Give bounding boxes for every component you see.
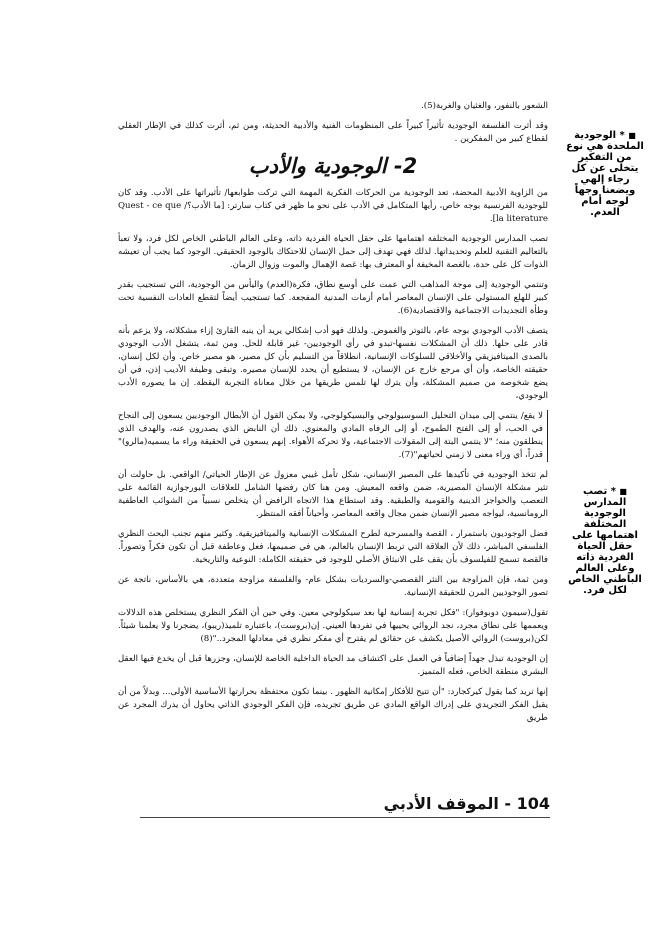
paragraph: وقد أثرت الفلسفة الوجودية تأثيراً كبيراً على المنظومات الفنية والأدبية الحديثة، ومن ثم، أثرت كذلك في الإطار العقلي لقطاع كبير من المفكرين . <box>118 121 548 144</box>
footer-rule <box>140 817 550 818</box>
sidenote-individual-life <box>566 486 644 596</box>
sidenote-text: * الوجودية الملحدة هي نوع من التفكير يتخلى عن كل رجاء إلهي ويضعنا وجهاً لوجه أمام العدم. <box>566 130 644 218</box>
sidenote-atheist-existentialism <box>566 130 644 218</box>
paragraph: فضل الوجوديون باستمرار ، القصة والمسرحية لطرح المشكلات الإنسانية والميتافيزيقية. وكثير منهم تجنب البحث النظري الفلسفي المباشر، ذلك لأن العلاقة التي تربط الإنسان بالعالم، هي في صميمها، فعل وعاطفة قبل أن تكون فكراً وتصوراً. فالقصة تسمح للفيلسوف بأن يقف على الانبثاق الأصلي للوجود في حقيقته الكاملة: النوعية والتاريخية. <box>118 529 548 565</box>
page-footer: 104 - الموقف الأدبي <box>383 794 550 813</box>
section-heading: 2- الوجودية والأدب <box>248 154 418 178</box>
paragraph: ومن ثمة، فإن المزاوجة بين النثر القصصي-والسرديات بشكل عام- والفلسفة مزاوجة متعددة، هي بالأساس، ناتجة عن تصور الوجوديين المرن للحقيقة الإنسانية. <box>118 575 548 598</box>
square-bullet-icon: ■ <box>628 131 636 140</box>
paragraph: تقول(سيمون دوبوفوار): "فكل تجربة إنسانية لها بعد سيكولوجي معين. وفي حين أن الفكر النظري يستخلص هذه الدلالات ويعممها على نطاق مجرد، نجد الروائي يحييها في تفردها العيني. إن(بروست)، باعتباره تلميذ(ريبو)، يضجرنا ولا يعلمنا شيئاً. لكن(بروست) الروائي الأصيل يكشف عن حقائق لم يقترح أي مفكر نظري في معادلها المجرد.."(8) <box>118 608 548 644</box>
sidenote-text: * تصب المدارس الوجودية المختلفة اهتمامها على حقل الحياة الفردية ذاته وعلى العالم الباطني الخاص لكل فرد. <box>568 486 642 596</box>
paragraph: لا يقع/ ينتمي إلى ميدان التحليل السوسيولوجي والبسيكولوجي، ولا يمكن القول أن الأبطال الوجوديين يسعون إلى النجاح في الحب، أو إلى الفتح الطموح، أو إلى الرفاه المادي والمعنوي. ذلك أن النابض الذي يصدرون عنه، والهدف الذي ينطلقون منه؛ "لا ينتمي البتة إلى المقولات الاجتماعية، ولا تحركه الأهواء. إنهم يسعون في الحقيقة وراء ما يسميه(مالرو)" قدراً، أي وراء معنى لا زمني لحياتهم"(7). <box>118 410 548 462</box>
paragraph: تصب المدارس الوجودية المختلفة اهتمامها على حقل الحياة الفردية ذاته، وعلى العالم الباطني الخاص لكل فرد، ولا تعبأ بالتعاليم التقنية للعلم وتحديداتها. لذلك فهي تهدف إلى حمل الإنسان للاحتكاك بالوجود الحقيقي. الوجود كما يجب أن تعيشه الذوات كل على حدة، بالغصة المخيفة أو المعترف بها: غصة الإهمال والموت وزوال الزمان. <box>118 234 548 270</box>
paragraph: إن الوجودية تبذل جهداً إضافياً في العمل على اكتشاف مد الحياة الداخلية الخاصة للإنسان، وجزرها قبل أن يخدع فيها العقل البشري منطقة الخاص، فعله المتميز. <box>118 654 548 677</box>
paragraph: إنها تريد كما يقول كيركجارد: "أن تتيح للأفكار إمكانية الظهور . بينما تكون محتفظة بحرارتها الأساسية الأولى... وبدلاً من أن يقبل الفكر التجريدي على إدراك الواقع المادي عن طريق تجريده، فإن الفكر الوجودي الذاتي يحاول أن يدرك المجرد عن طريق <box>118 687 548 723</box>
main-text-column <box>118 100 548 732</box>
square-bullet-icon: ■ <box>619 487 627 496</box>
paragraph: من الزاوية الأدبية المحضة، تعد الوجودية من الحركات الفكرية المهمة التي تركت طوابعها/ تأثيراتها على الأدب. وقد كان للوجودية الفرنسية بوجه خاص، رأيها المتكامل في الأدب على نحو ما ظهر في كتاب سارتر: [ما الأدب؟/ Quest - ce que la literature]. <box>118 188 549 224</box>
paragraph: لم تتخذ الوجودية في تأكيدها على المصير الإنساني، شكل تأمل غيبي معزول عن الإطار الحياتي/ الواقعي. بل حاولت أن تثير مشكلة الإنسان المصيرية، ضمن واقعه المعيش. ومن هنا كان رفضها الشامل للعلاقات البورجوازية القائمة على التعصب والحواجز الدينية والقومية والطبقية. وقد استطاع هذا الاتجاه الرافض أن يتخلص نسبياً من الشوائب العاطفية الرومانسية، ليواجه مصير الإنسان ضمن مجال واقعه المعاصر، وأحياناً أفقه المنتظر. <box>118 470 548 519</box>
paragraph: وتنتمي الوجودية إلى موجة المذاهب التي عمت على أوسع نطاق، فكرة(العدم) واليأس من الوجودية، التي تستجيب بقدر كبير للهلع المستولي على الإنسان المعاصر أمام أزمات المدنية المفجعة. كما تستجيب أيضاً لتقطع العادات النفسية تحت وطأة التجديدات الاجتماعية والاقتصادية(6). <box>118 280 548 316</box>
paragraph: يتصف الأدب الوجودي بوجه عام، بالتوتر والغموض. ولذلك فهو أدب إشكالي يريد أن ينبه القارئ إزاء مشكلاته، ولا يزعم بأنه قادر على حلها. ذلك أن المشكلات نفسها-تبدو في رأي الوجوديين- غير قابلة للحل. ومن ثمة، يتشغل الأدب الوجودي بالصدى الميتافيزيقي والأخلاقي للسلوكات الإنسانية، انطلاقاً من التسليم بأن كل مصير، هو مصير خاص. وأن لكل إنسان، حقيقته الخاصة، وأن أي مرجع خارج عن الإنسان، لا يستطيع أن يحدد للإنسان مصيره. وتبقى وظيفة الأديب إذن، في أن يضع شخوصه من صميم المشكلة، وأن يترك لها تلمس طريقها من خلال معاناة التجربة اليقظة. إن ما يصوره الأدب الوجودي، <box>118 326 548 401</box>
paragraph: الشعور بالنفور، والغثيان والغربة(5). <box>421 101 548 111</box>
